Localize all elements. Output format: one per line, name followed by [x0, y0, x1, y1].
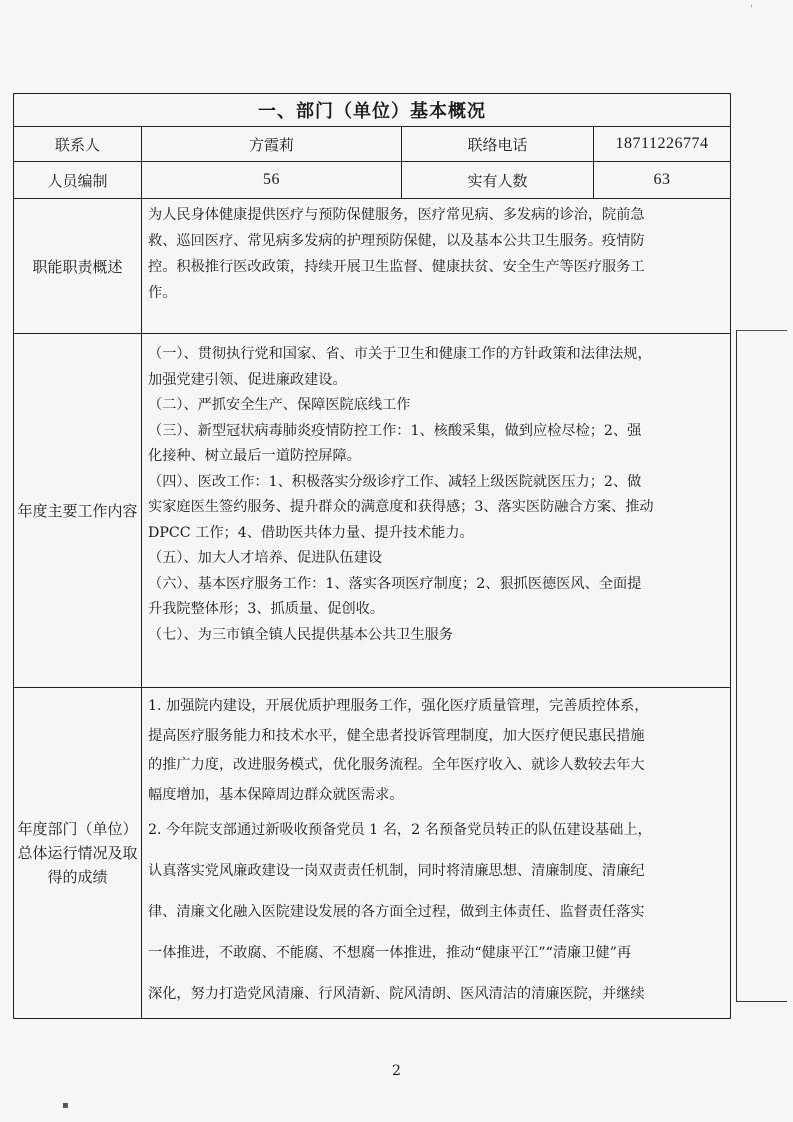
performance-label-line: 年度部门（单位）: [17, 820, 138, 838]
work-line: （四）、医改工作：1、积极落实分级诊疗工作、减轻上级医院就医压力；2、做: [148, 473, 642, 490]
work-line: （三）、新型冠状病毒肺炎疫情防控工作：1、核酸采集，做到应检尽检；2、强: [148, 422, 642, 439]
performance-line: 2. 今年院支部通过新吸收预备党员 1 名，2 名预备党员转正的队伍建设基础上，: [148, 822, 652, 838]
work-line: （七）、为三市镇全镇人民提供基本公共卫生服务: [148, 626, 454, 643]
duties-line: 为人民身体健康提供医疗与预防保健服务，医疗常见病、多发病的诊治，院前急: [148, 207, 645, 223]
performance-line: 提高医疗服务能力和技术水平，健全患者投诉管理制度，加大医疗便民惠民措施: [148, 727, 645, 744]
duties-line: 救、巡回医疗、常见病多发病的护理预防保健，以及基本公共卫生服务。疫情防: [148, 233, 645, 249]
page-number: 2: [392, 1063, 401, 1079]
work-line: 加强党建引领、促进廉政建设。: [148, 371, 347, 388]
actual-staff-label: 实有人数: [402, 162, 594, 199]
staff-quota-label: 人员编制: [14, 162, 142, 199]
work-line: （五）、加大人才培养、促进队伍建设: [148, 550, 383, 566]
duties-label: 职能职责概述: [14, 199, 142, 334]
performance-row: [14, 688, 731, 1019]
work-line: （二）、严抓安全生产、保障医院底线工作: [148, 397, 411, 413]
work-line: 升我院整体形；3、抓质量、促创收。: [148, 601, 385, 617]
duties-row: [14, 199, 731, 334]
section-title: 一、部门（单位）基本概况: [14, 94, 731, 127]
work-line: 化接种、树立最后一道防控屏障。: [148, 448, 361, 464]
duties-line: 控。积极推行医改政策，持续开展卫生监督、健康扶贫、安全生产等医疗服务工: [148, 259, 645, 275]
work-line: DPCC 工作；4、借助医共体力量、提升技术能力。: [148, 524, 474, 541]
performance-line: 的推广力度，改进服务模式，优化服务流程。全年医疗收入、就诊人数较去年大: [148, 757, 645, 773]
performance-line: 幅度增加，基本保障周边群众就医需求。: [148, 786, 404, 803]
work-line: 实家庭医生签约服务、提升群众的满意度和获得感；3、落实医防融合方案、推动: [148, 499, 654, 515]
overview-table-container: [13, 93, 730, 1019]
contact-row: [14, 127, 731, 162]
duties-content: [142, 199, 731, 334]
performance-line: 律、清廉文化融入医院建设发展的各方面全过程，做到主体责任、监督责任落实: [148, 904, 645, 920]
performance-label-line: 得的成绩: [47, 868, 108, 886]
adjacent-page-edge: [736, 330, 787, 1002]
contact-label: 联系人: [14, 127, 142, 162]
phone-value: 18711226774: [594, 127, 731, 162]
staff-quota-value: 56: [142, 162, 402, 199]
phone-label: 联络电话: [402, 127, 594, 162]
performance-line: 一体推进，不敢腐、不能腐、不想腐一体推进，推动“健康平江”“清廉卫健”再: [148, 945, 632, 961]
duties-line: 作。: [148, 285, 177, 301]
overview-table: [13, 93, 731, 1019]
edge-mark: ': [750, 4, 753, 15]
performance-line: 认真落实党风廉政建设一岗双责责任机制，同时将清廉思想、清廉制度、清廉纪: [148, 863, 645, 879]
performance-line: 1. 加强院内建设，开展优质护理服务工作，强化医疗质量管理，完善质控体系，: [148, 698, 649, 714]
annual-work-row: [14, 334, 731, 688]
annual-work-content: [142, 334, 731, 688]
work-line: （一）、贯彻执行党和国家、省、市关于卫生和健康工作的方针政策和法律法规，: [148, 346, 652, 362]
contact-value: 方霞莉: [142, 127, 402, 162]
performance-content: [142, 688, 731, 1019]
scan-speck: ▪: [62, 1100, 69, 1111]
actual-staff-value: 63: [594, 162, 731, 199]
performance-line: 深化，努力打造党风清廉、行风清新、院风清朗、医风清洁的清廉医院，并继续: [148, 986, 645, 1002]
work-line: （六）、基本医疗服务工作：1、落实各项医疗制度；2、狠抓医德医风、全面提: [148, 575, 642, 592]
performance-label: [14, 688, 142, 1019]
staff-row: [14, 162, 731, 199]
title-row: [14, 94, 731, 127]
annual-work-label: 年度主要工作内容: [14, 334, 142, 688]
performance-label-line: 总体运行情况及取: [17, 844, 138, 862]
